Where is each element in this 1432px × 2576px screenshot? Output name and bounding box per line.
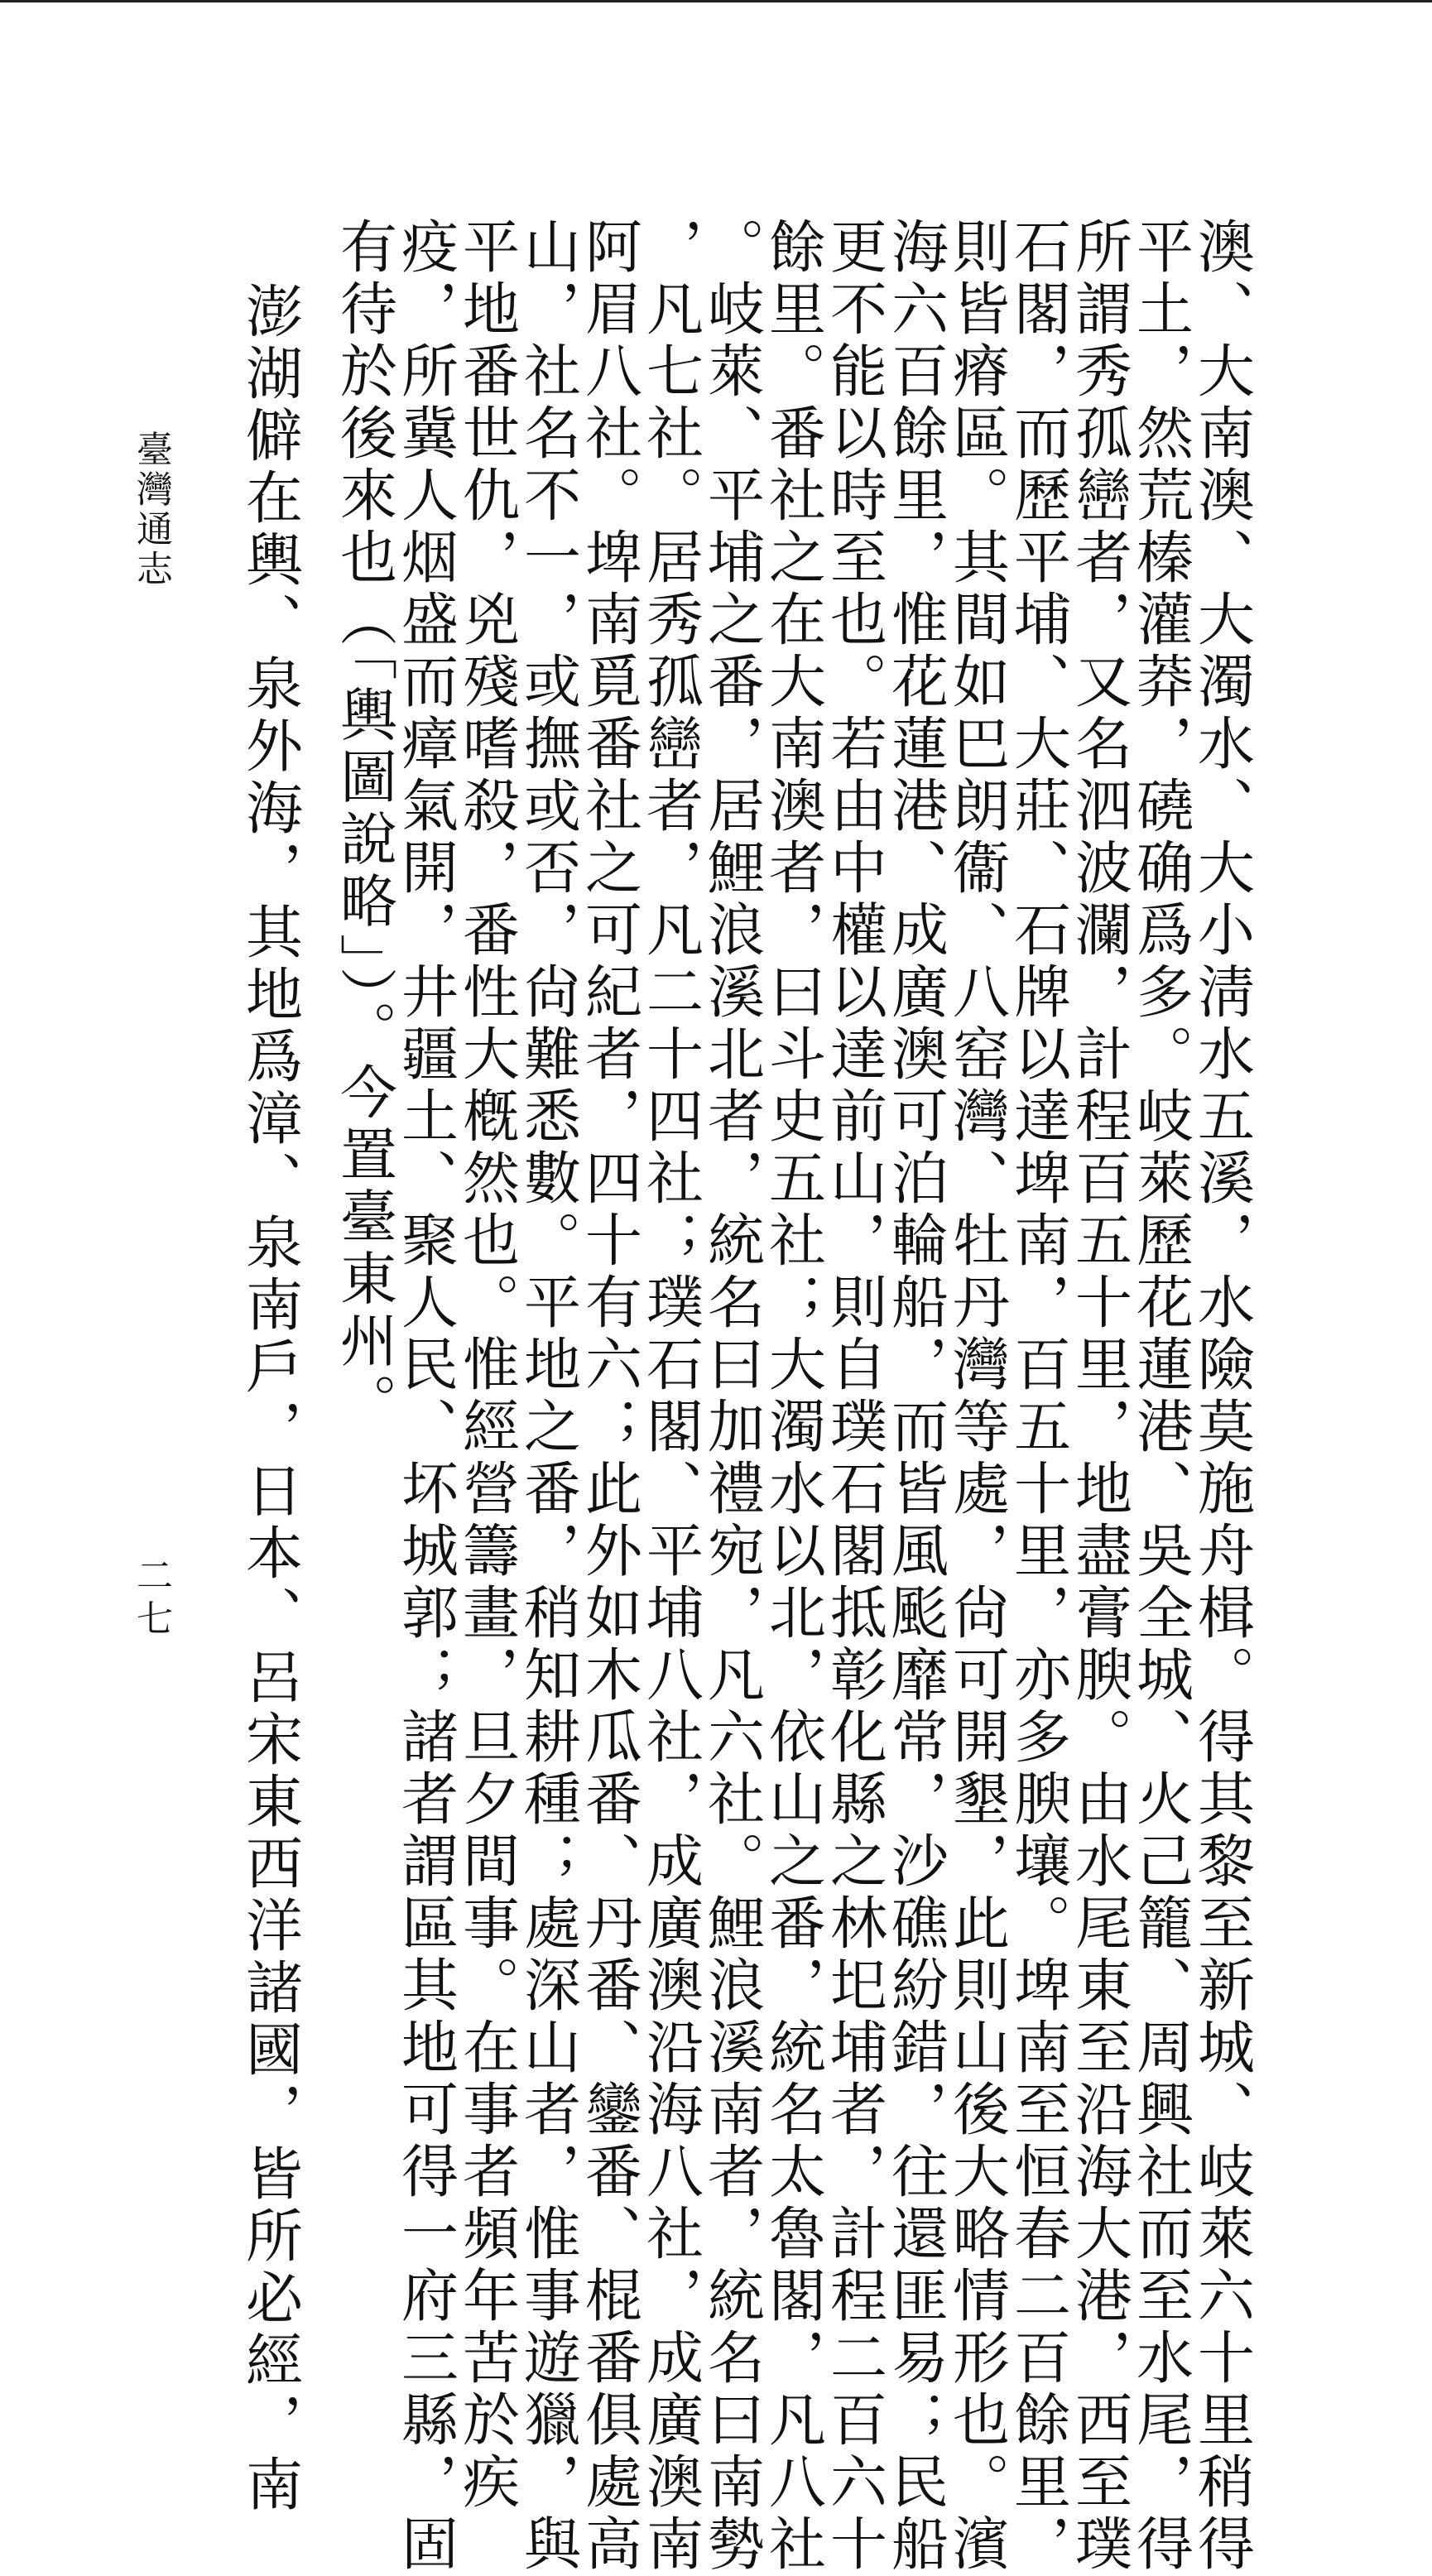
text-column-6: 海六百餘里，惟花蓮港、成廣澳可泊輪船，而皆風颩靡常，沙礁紛錯，往還匪易；民船 [882, 217, 948, 2576]
text-column-1: 澳、大南澳、大濁水、大小淸水五溪，水險莫施舟楫。得其黎至新城、岐萊六十里稍得 [1188, 217, 1254, 2576]
text-column-4: 石閣，而歷平埔、大莊、石牌以達埤南，百五十里，亦多腴壤。埤南至恒春二百餘里， [1004, 217, 1070, 2576]
text-column-5: 則皆瘠區。其間如巴朗衞、八窑灣、牡丹灣等處，尙可開墾，此則山後大略情形也。濱 [943, 217, 1009, 2576]
text-column-12: 山，社名不一，或撫或否，尙難悉數。平地之番，稍知耕種；處深山者，惟事遊獵，與 [514, 217, 580, 2576]
text-column-14: 疫，所冀人烟盛而瘴氣開，井疆土、聚人民、坏城郭；諸者謂區其地可得一府三縣，固 [392, 217, 458, 2576]
text-column-3: 所謂秀孤巒者，又名泗波瀾，計程百五十里，地盡膏腴。由水尾東至沿海大港，西至璞 [1065, 217, 1132, 2576]
running-head-book-title: 臺灣通志 [130, 430, 172, 589]
text-column-8: 餘里。番社之在大南澳者，曰斗史五社；大濁水以北，依山之番，統名太魯閣，凡八社 [759, 217, 825, 2576]
text-column-10: ，凡七社。居秀孤巒者，凡二十四社；璞石閣、平埔八社，成廣澳沿海八社，成廣澳南 [637, 217, 703, 2576]
text-column-9: 。岐萊、平埔之番，居鯉浪溪北者，統名曰加禮宛，凡六社。鯉浪溪南者，統名曰南勢 [698, 217, 764, 2576]
text-column-15: 有待於後來也（「輿圖說略」）。今置臺東州。 [330, 217, 396, 1435]
top-border-line [0, 0, 1432, 2]
text-column-7: 更不能以時至也。若由中權以達前山，則自璞石閣抵彰化縣之林圯埔者，計程二百六十 [820, 217, 887, 2576]
page-number: 二七 [130, 1556, 172, 1642]
text-column-13: 平地番世仇，兇殘嗜殺，番性大槪然也。惟經營籌畫，旦夕間事。在事者頻年苦於疾 [453, 217, 519, 2514]
text-column-11: 阿眉八社。埤南覓番社之可紀者，四十有六；此外如木瓜番、丹番、鑾番、棍番俱處高 [575, 217, 642, 2576]
text-column-2: 平土，然荒榛灌莽，磽确爲多。岐萊歷花蓮港、吳全城、火己籠、周興社而至水尾，得 [1127, 217, 1193, 2576]
text-column-16-new-paragraph: 澎湖僻在輿、泉外海，其地爲漳、泉南戶，日本、呂宋東西洋諸國，皆所必經，南 [236, 281, 302, 2516]
